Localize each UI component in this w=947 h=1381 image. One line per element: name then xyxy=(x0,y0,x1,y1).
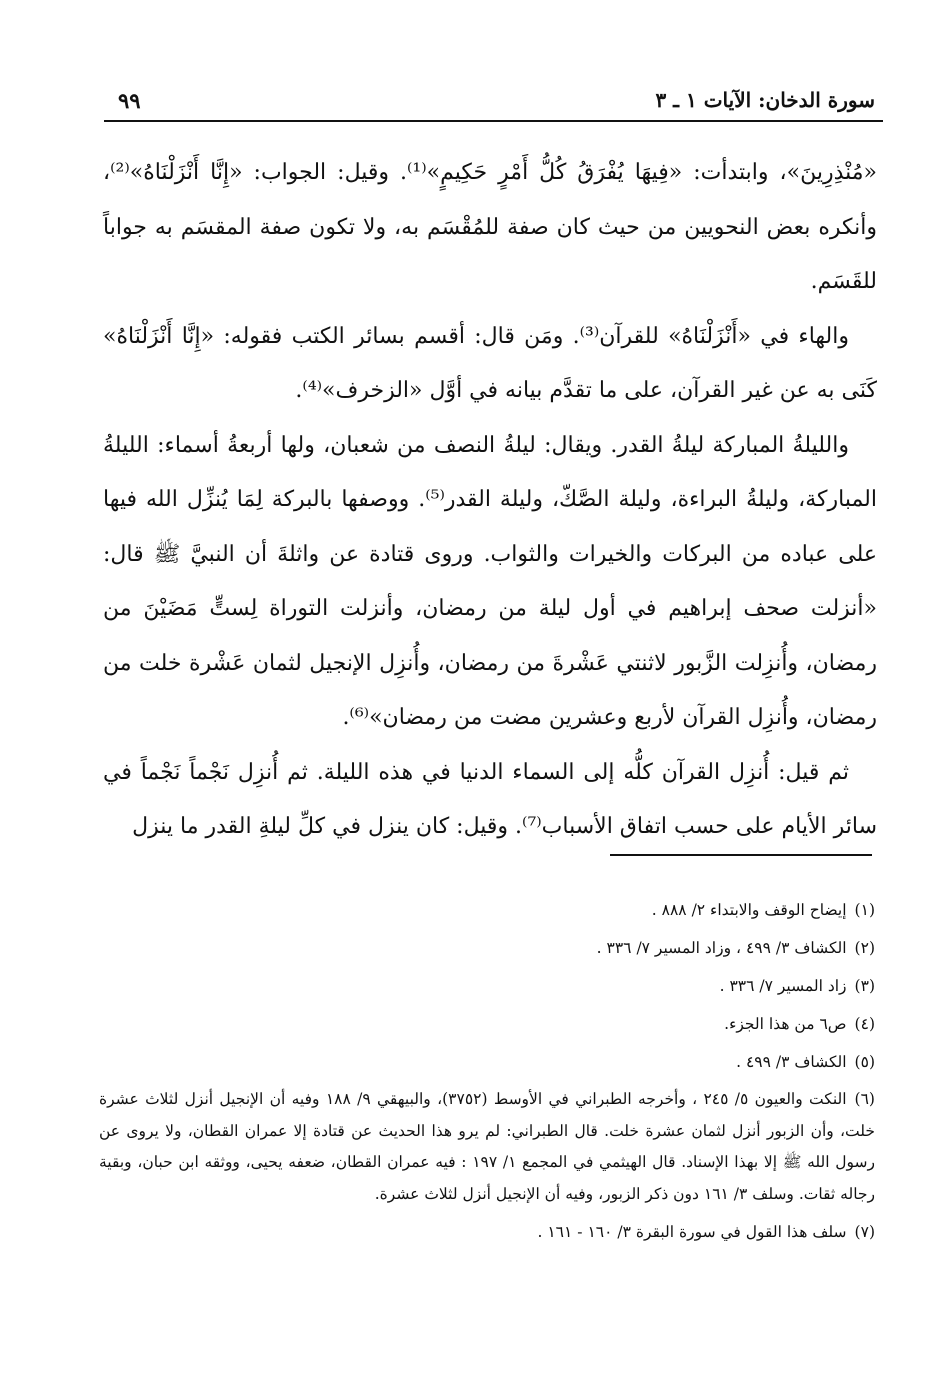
footnote-number: (١) xyxy=(854,901,875,919)
footnote-text: الكشاف ٣/ ٤٩٩ ، وزاد المسير ٧/ ٣٣٦ . xyxy=(596,939,847,957)
footnote-separator xyxy=(610,854,872,856)
footnote-number: (٧) xyxy=(854,1223,875,1241)
footnote-text: إيضاح الوقف والابتداء ٢/ ٨٨٨ . xyxy=(651,901,847,919)
footnote-number: (٢) xyxy=(854,939,875,957)
running-header xyxy=(104,86,881,118)
footnote-text: زاد المسير ٧/ ٣٣٦ . xyxy=(719,977,847,995)
paragraph-2: والهاء في «أَنْزَلْنَاهُ» للقرآن⁽³⁾. ومَن قال: أقسم بسائر الكتب فقوله: «إِنَّا أَنْزَلْنَاهُ» كَنَى به عن غير القرآن، على ما تقدَّم بيانه في أوَّل «الزخرف»⁽⁴⁾. xyxy=(103,323,877,403)
footnote-number: (٦) xyxy=(854,1090,875,1108)
footnote-text: ص٦ من هذا الجزء. xyxy=(724,1015,847,1033)
footnote-text: سلف هذا القول في سورة البقرة ٣/ ١٦٠ - ١٦١ . xyxy=(537,1223,847,1241)
footnote-text: الكشاف ٣/ ٤٩٩ . xyxy=(736,1053,847,1071)
footnote-2 xyxy=(99,932,875,964)
footnote-4 xyxy=(99,1008,875,1040)
footnote-3 xyxy=(99,970,875,1002)
paragraph-1: «مُنْذِرِينَ»، وابتدأت: «فِيهَا يُفْرَقُ كُلُّ أَمْرٍ حَكِيمٍ»⁽¹⁾. وقيل: الجواب: «إِنَّا أَنْزَلْنَاهُ»⁽²⁾، وأنكره بعض النحويين من حيث كان صفة للمُقْسَم به، ولا تكون صفة المقسَم به جواباً للقَسَم. xyxy=(103,160,877,294)
main-text xyxy=(103,146,877,855)
footnote-1 xyxy=(99,894,875,926)
header-rule xyxy=(104,120,883,122)
footnote-number: (٥) xyxy=(854,1053,875,1071)
footnotes xyxy=(99,894,875,1254)
paragraph-3: والليلةُ المباركة ليلةُ القدر. ويقال: ليلةُ النصف من شعبان، ولها أربعةُ أسماء: الليلةُ المباركة، وليلةُ البراءة، وليلة الصَّكّ، وليلة القدر⁽⁵⁾. ووصفها بالبركة لِمَا يُنزِّل الله فيها على عباده من البركات والخيرات والثواب. وروى قتادة عن واثلةَ أن النبيَّ ﷺ قال: «أنزلت صحف إبراهيم في أول ليلة من رمضان، وأنزلت التوراة لِستٍّ مَضَيْنَ من رمضان، وأُنزِلت الزَّبور لاثنتي عَشْرةَ من رمضان، وأُنزِل الإنجيل لثمان عَشْرة خلت من رمضان، وأُنزِل القرآن لأربع وعشرين مضت من رمضان»⁽⁶⁾. xyxy=(103,432,877,730)
surah-title: سورة الدخان: الآيات ١ ـ ٣ xyxy=(655,88,875,112)
paragraph-4: ثم قيل: أُنزِل القرآن كلُّه إلى السماء الدنيا في هذه الليلة. ثم أُنزِل نَجْماً نَجْماً في سائر الأيام على حسب اتفاق الأسباب⁽⁷⁾. وقيل: كان ينزل في كلِّ ليلةِ القدر ما ينزل xyxy=(103,759,877,839)
footnote-6 xyxy=(99,1084,875,1210)
footnote-7 xyxy=(99,1216,875,1248)
footnote-5 xyxy=(99,1046,875,1078)
footnote-number: (٤) xyxy=(854,1015,875,1033)
page-number: ٩٩ xyxy=(118,88,141,113)
footnote-number: (٣) xyxy=(854,977,875,995)
footnote-text: النكت والعيون ٥/ ٢٤٥ ، وأخرجه الطبراني في الأوسط (٣٧٥٢)، والبيهقي ٩/ ١٨٨ وفيه أن الإنجيل أنزل لثلاث عشرة خلت، وأن الزبور أنزل لثمان عشرة خلت. قال الطبراني: لم يرو هذا الحديث عن قتادة إلا عمران القطان، ولا يروى عن رسول الله ﷺ إلا بهذا الإسناد. قال الهيثمي في المجمع ١/ ١٩٧ : فيه عمران القطان، ضعفه يحيى، ووثقه ابن حبان، وبقية رجاله ثقات. وسلف ٣/ ١٦١ دون ذكر الزبور، وفيه أن الإنجيل أنزل لثلاث عشرة. xyxy=(99,1090,876,1203)
